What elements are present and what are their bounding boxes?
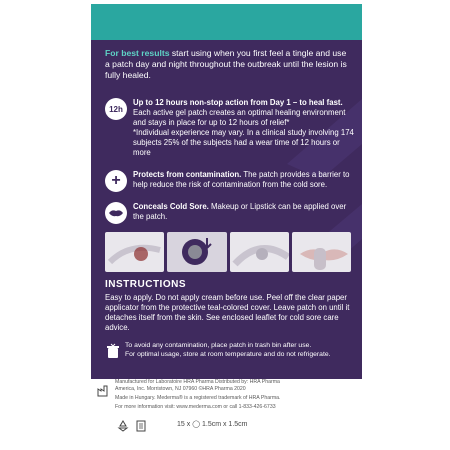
trash-bin-icon	[105, 343, 121, 359]
best-results-body: start using when you first feel a tingle and use a patch day and night throughout the outbreak until the lesion is fully healed.	[105, 48, 347, 80]
feature-12-hours-footnote: *Individual experience may vary. In a clinical study involving 174 subjects 25% of the subjects had a wear time of 12 hours or more	[133, 128, 354, 157]
instructions-text: Easy to apply. Do not apply cream before use. Peel off the clear paper applicator from the protective teal-colored cover. Leave patch on until it detaches itself from the skin. See enclosed leaflet for cold sore care advice.	[105, 293, 350, 332]
feature-12-hours-body: Each active gel patch creates an optimal healing environment and stays in place for up to 12 hours of relief*	[133, 108, 346, 127]
feature-12-hours-text	[133, 98, 355, 158]
lips-icon	[105, 202, 127, 224]
package-dimensions	[177, 420, 248, 428]
leaflet-info-icon	[135, 420, 147, 432]
instructions-heading: INSTRUCTIONS	[105, 279, 186, 290]
step-1-image	[105, 232, 164, 272]
disposal-text	[125, 342, 353, 359]
disposal-line-2: For optimal usage, store at room temperature and do not refrigerate.	[125, 350, 331, 358]
feature-conceals-text	[133, 202, 355, 222]
legal-text	[115, 379, 355, 411]
legal-line-3: Made in Hungary. Mederma® is a registered trademark of HRA Pharma.	[115, 395, 281, 401]
package-count: 15 x	[177, 421, 191, 428]
legal-line-1: Manufactured for Laboratoire HRA Pharma Distributed by: HRA Pharma	[115, 379, 280, 385]
step-3-image	[230, 232, 289, 272]
feature-protects-body: The patch provides a barrier to help reduce the risk of contamination from the cold sore.	[133, 170, 350, 189]
step-2-image	[167, 232, 226, 272]
feature-conceals	[105, 202, 353, 228]
disposal-line-1: To avoid any contamination, place patch in trash bin after use.	[125, 342, 312, 349]
feature-12-hours	[105, 98, 353, 168]
clock-12h-icon: 12h	[105, 98, 127, 120]
feature-protects-text	[133, 170, 355, 190]
legal-footer	[91, 379, 362, 444]
legal-line-4: For more information visit: www.mederma.com or call 1-833-426-6733	[115, 404, 276, 410]
protect-plus-icon: +	[105, 170, 127, 192]
application-steps-images	[105, 232, 351, 272]
feature-conceals-body: Makeup or Lipstick can be applied over the patch.	[133, 202, 347, 221]
feature-protects	[105, 170, 353, 200]
package-size: 1.5cm x 1.5cm	[201, 421, 248, 428]
manufacturer-icon	[97, 385, 109, 397]
recycle-icon	[117, 420, 129, 432]
best-results-text	[105, 48, 351, 81]
feature-12-hours-bold: Up to 12 hours non-stop action from Day 1 – to heal fast.	[133, 98, 343, 107]
product-box-back	[91, 4, 362, 444]
circle-icon: ◯	[192, 421, 201, 428]
legal-line-2: America, Inc. Morristown, NJ 07960 ©HRA Pharma 2020	[115, 386, 246, 392]
feature-protects-bold: Protects from contamination.	[133, 170, 242, 179]
step-4-image	[292, 232, 351, 272]
best-results-lead: For best results	[105, 48, 170, 58]
feature-conceals-bold: Conceals Cold Sore.	[133, 202, 209, 211]
